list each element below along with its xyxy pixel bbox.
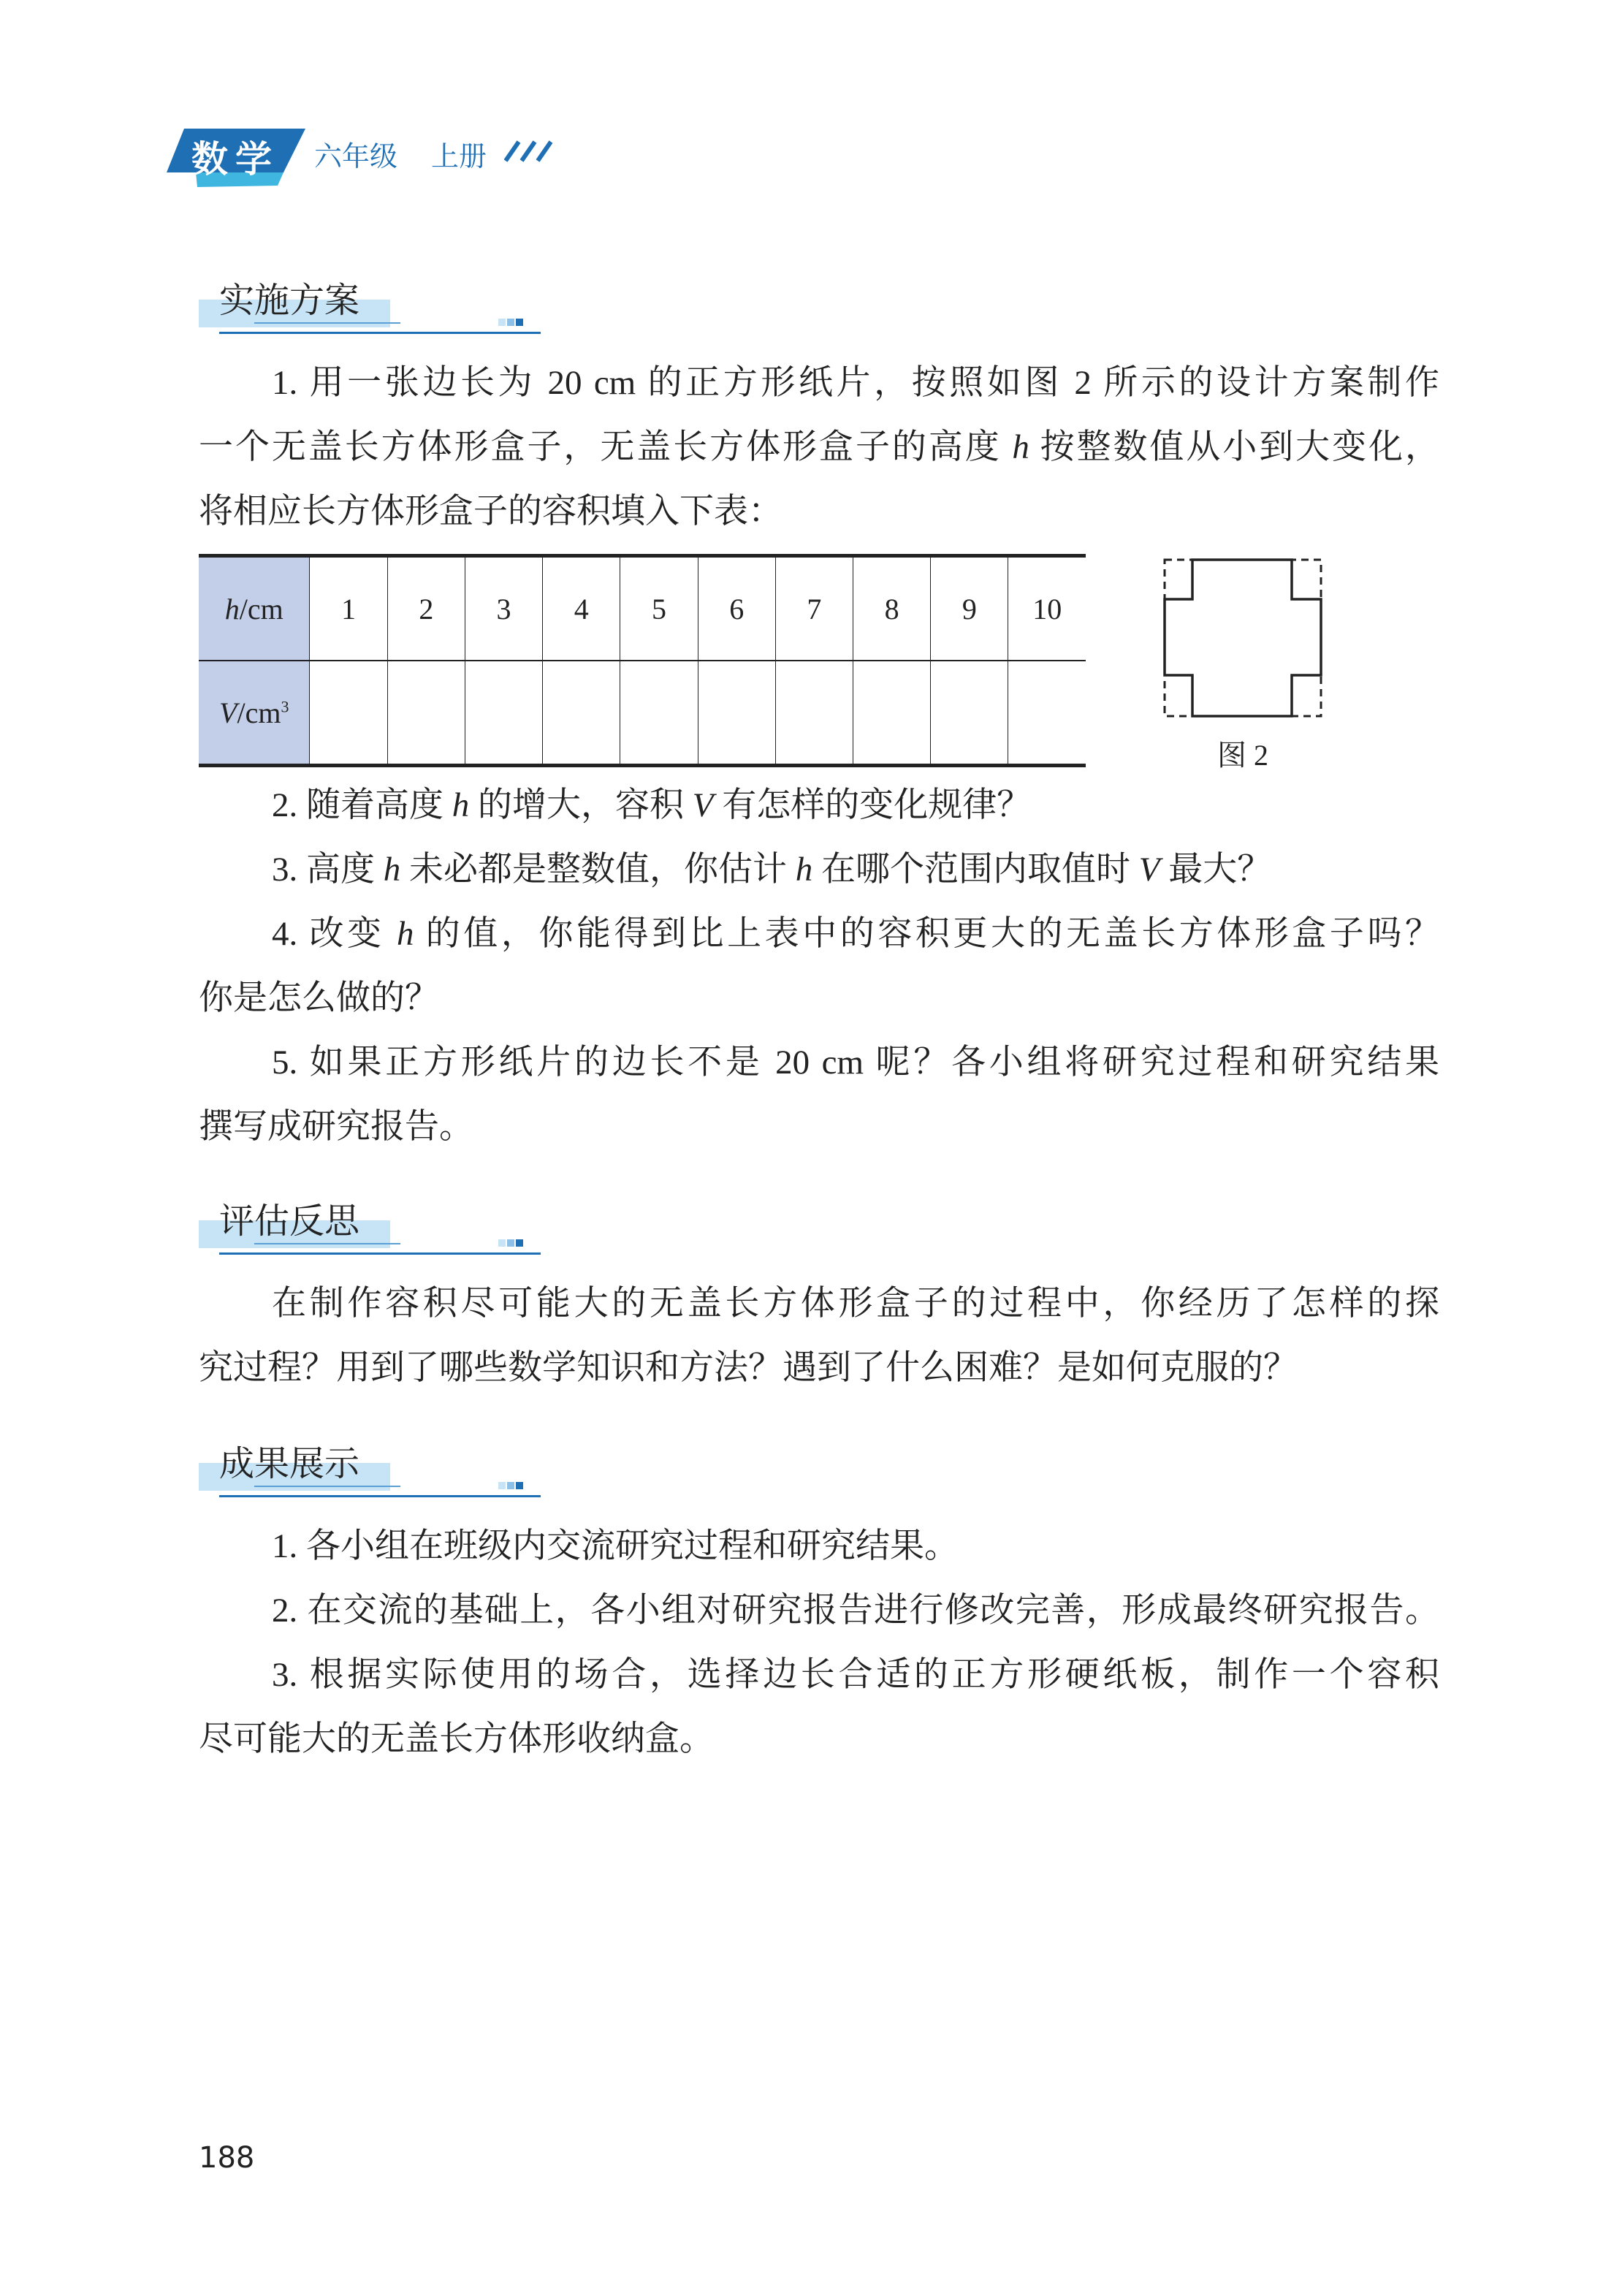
variable: h: [383, 851, 401, 889]
volume-label: 上册: [431, 140, 487, 172]
paragraph-line: [199, 1717, 1439, 1761]
table-cell: 5: [620, 556, 698, 661]
paragraph-line: [272, 1524, 1439, 1568]
cross-net-diagram: [1163, 558, 1324, 719]
subject-title: 数学: [191, 138, 279, 180]
table-cell: 3: [465, 556, 542, 661]
table-cell: 4: [543, 556, 620, 661]
section-heading-reflection: [199, 1193, 520, 1251]
paragraph-line: [199, 490, 1439, 533]
paragraph-line: [199, 425, 1439, 469]
table-cell-empty: [543, 661, 620, 766]
section-heading-implementation: [199, 272, 520, 330]
text-segment: 5. 如果正方形纸片的边长不是 20 cm 呢？各小组将研究过程和研究结果: [272, 1044, 1439, 1082]
text-segment: 的值，你能得到比上表中的容积更大的无盖长方体形盒子吗？: [414, 915, 1440, 953]
paragraph-line: [272, 1589, 1439, 1632]
table-cell: 2: [387, 556, 465, 661]
table-cell: 6: [698, 556, 775, 661]
table-cell: 1: [310, 556, 387, 661]
text-segment: 将相应长方体形盒子的容积填入下表：: [199, 493, 783, 531]
paragraph-line: [272, 783, 1439, 827]
text-segment: 1. 用一张边长为 20 cm 的正方形纸片，按照如图 2 所示的设计方案制作: [272, 364, 1439, 402]
paragraph-line: [199, 1105, 1439, 1149]
row-header-v: $V/cm^3$: [199, 661, 310, 766]
text-segment: 未必都是整数值，你估计: [400, 851, 796, 889]
page-number: 188: [199, 2141, 255, 2175]
text-segment: 究过程？用到了哪些数学知识和方法？遇到了什么困难？是如何克服的？: [199, 1349, 1298, 1387]
figure-caption: 图 2: [1217, 739, 1268, 772]
table-cell-empty: [465, 661, 542, 766]
paragraph-line: [199, 1346, 1439, 1390]
variable: h: [396, 915, 414, 953]
text-segment: 4. 改变: [272, 915, 397, 953]
text-segment: 在哪个范围内取值时: [812, 851, 1139, 889]
section-title: 成果展示: [219, 1443, 360, 1484]
text-segment: 2. 在交流的基础上，各小组对研究报告进行修改完善，形成最终研究报告。: [272, 1592, 1439, 1630]
grade-label: 六年级: [314, 140, 398, 172]
row-header-h: h/cm: [199, 556, 310, 661]
text-segment: 尽可能大的无盖长方体形收纳盒。: [199, 1720, 714, 1758]
paragraph-line: [272, 361, 1439, 405]
section-heading-showcase: [199, 1435, 520, 1494]
section-title: 实施方案: [219, 280, 360, 321]
table-row-height: [199, 556, 1086, 661]
paragraph-line: [272, 848, 1439, 892]
paragraph-line: [199, 976, 1439, 1020]
section-title: 评估反思: [219, 1201, 360, 1242]
table-cell-empty: [698, 661, 775, 766]
table-cell-empty: [1008, 661, 1086, 766]
text-segment: 3. 根据实际使用的场合，选择边长合适的正方形硬纸板，制作一个容积: [272, 1656, 1439, 1694]
table-cell: 10: [1008, 556, 1086, 661]
text-segment: 1. 各小组在班级内交流研究过程和研究结果。: [272, 1527, 959, 1565]
text-segment: 的增大，容积: [469, 786, 693, 824]
table-cell-empty: [620, 661, 698, 766]
text-segment: 3. 高度: [272, 851, 384, 889]
paragraph-line: [272, 912, 1439, 956]
table-cell-empty: [310, 661, 387, 766]
paragraph-line: [272, 1653, 1439, 1697]
table-cell-empty: [775, 661, 853, 766]
text-segment: 撰写成研究报告。: [199, 1108, 473, 1146]
variable: V: [692, 786, 714, 824]
variable: V: [1138, 851, 1160, 889]
table-cell: 9: [931, 556, 1008, 661]
text-segment: 一个无盖长方体形盒子，无盖长方体形盒子的高度: [199, 428, 1013, 466]
table-row-volume: [199, 661, 1086, 766]
text-segment: 有怎样的变化规律？: [713, 786, 1032, 824]
paragraph-line: [272, 1041, 1439, 1084]
table-cell-empty: [853, 661, 931, 766]
variable: h: [1012, 428, 1029, 466]
text-segment: 你是怎么做的？: [199, 979, 439, 1017]
variable: h: [452, 786, 470, 824]
text-segment: 按整数值从小到大变化，: [1029, 428, 1440, 466]
text-segment: 最大？: [1160, 851, 1272, 889]
volume-table: [199, 554, 1086, 767]
variable: h: [795, 851, 813, 889]
table-cell: 8: [853, 556, 931, 661]
paragraph-line: [272, 1282, 1439, 1326]
table-cell-empty: [387, 661, 465, 766]
text-segment: 在制作容积尽可能大的无盖长方体形盒子的过程中，你经历了怎样的探: [272, 1285, 1439, 1323]
table-cell-empty: [931, 661, 1008, 766]
text-segment: 2. 随着高度: [272, 786, 452, 824]
decorative-slashes-icon: [504, 140, 555, 162]
table-cell: 7: [775, 556, 853, 661]
